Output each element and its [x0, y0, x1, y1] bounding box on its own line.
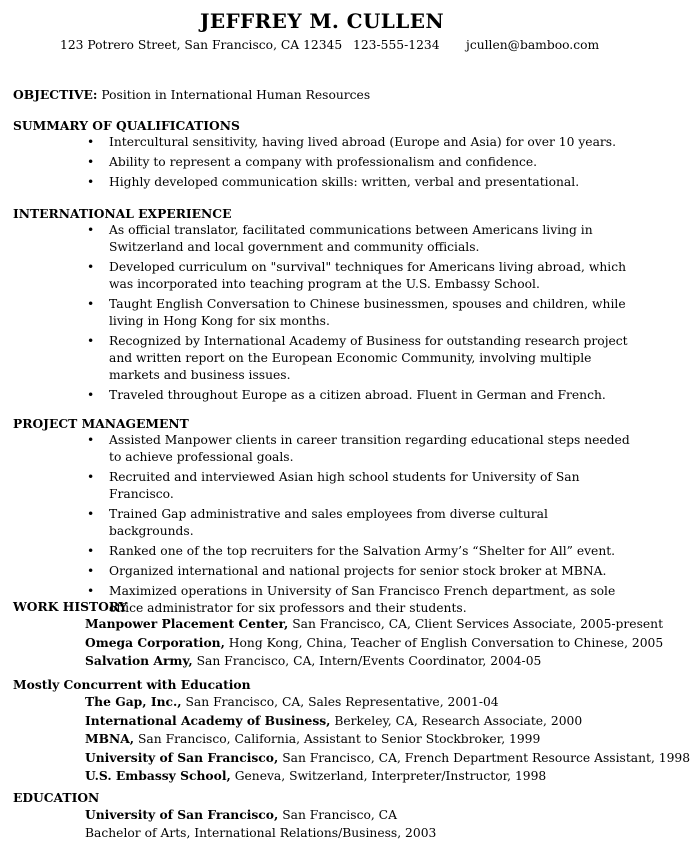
education-heading: EDUCATION [13, 790, 100, 805]
work-entries [13, 615, 664, 671]
list-item: • As official translator, facilitated communications between Americans living in Switzerland and local government and community officials. [13, 222, 636, 256]
employer-name: International Academy of Business, [85, 712, 331, 728]
employer-detail: San Francisco, CA, Sales Representative, 2001-04 [181, 695, 499, 709]
list-item: • Trained Gap administrative and sales employees from diverse cultural backgrounds. [13, 506, 636, 540]
list-item: • Intercultural sensitivity, having lived abroad (Europe and Asia) for over 10 years. [13, 134, 636, 151]
work-entry [85, 652, 636, 671]
list-item: • Organized international and national projects for senior stock broker at MBNA. [13, 563, 636, 580]
work-heading: WORK HISTORY [13, 599, 128, 614]
summary-heading: SUMMARY OF QUALIFICATIONS [13, 118, 240, 133]
work-entry [85, 749, 690, 768]
summary-section [13, 117, 636, 194]
work-entry [85, 767, 636, 786]
summary-list [13, 134, 636, 191]
list-item: • Taught English Conversation to Chinese businessmen, spouses and children, while living in Hong Kong for six months. [13, 296, 636, 330]
employer-detail: San Francisco, CA, Client Services Associate, 2005-present [288, 617, 664, 631]
project-section [13, 415, 636, 620]
employer-detail: San Francisco, CA, French Department Resource Assistant, 1998 [278, 750, 690, 765]
employer-name: Manpower Placement Center, [85, 616, 289, 631]
school-name: University of San Francisco, [85, 807, 279, 822]
concurrent-entries [13, 693, 690, 786]
education-section [13, 789, 636, 842]
education-degree: Bachelor of Arts, International Relations/Business, 2003 [85, 825, 437, 840]
contact-email: jcullen@bamboo.com [466, 38, 600, 52]
objective-line [13, 86, 370, 104]
project-list [13, 432, 636, 617]
list-item: • Ranked one of the top recruiters for the Salvation Army’s “Shelter for All” event. [13, 543, 636, 560]
employer-name: The Gap, Inc., [85, 694, 182, 709]
list-item: • Ability to represent a company with professionalism and confidence. [13, 154, 636, 171]
work-section [13, 598, 664, 671]
work-entry [85, 693, 636, 712]
concurrent-heading: Mostly Concurrent with Education [13, 677, 251, 692]
school-location: San Francisco, CA [278, 808, 397, 822]
list-item: • Recognized by International Academy of Business for outstanding research project and written report on the European Economic Community, involving multiple markets and business issues. [13, 333, 636, 384]
employer-name: Omega Corporation, [85, 634, 225, 650]
contact-address: 123 Potrero Street, San Francisco, CA 12345 [60, 38, 343, 52]
work-entry [85, 615, 664, 634]
international-list [13, 222, 636, 404]
work-entry [85, 730, 636, 749]
objective-label: OBJECTIVE: [13, 87, 98, 102]
work-entry [85, 712, 636, 731]
employer-detail: Berkeley, CA, Research Associate, 2000 [330, 713, 583, 728]
list-item: • Traveled throughout Europe as a citizen abroad. Fluent in German and French. [13, 387, 636, 404]
employer-detail: Hong Kong, China, Teacher of English Conversation to Chinese, 2005 [224, 635, 664, 650]
employer-name: University of San Francisco, [85, 749, 279, 765]
contact-phone: 123-555-1234 [353, 38, 440, 52]
employer-detail: San Francisco, CA, Intern/Events Coordinator, 2004-05 [192, 654, 542, 668]
list-item: • Developed curriculum on "survival" techniques for Americans living abroad, which was incorporated into teaching program at the U.S. Embassy School. [13, 259, 636, 293]
list-item: • Assisted Manpower clients in career transition regarding educational steps needed to achieve professional goals. [13, 432, 636, 466]
education-school-line [85, 806, 636, 825]
employer-detail: Geneva, Switzerland, Interpreter/Instructor, 1998 [230, 769, 547, 783]
project-heading: PROJECT MANAGEMENT [13, 416, 189, 431]
list-item: • Recruited and interviewed Asian high school students for University of San Francisco. [13, 469, 636, 503]
education-entries [13, 806, 636, 842]
candidate-name: JEFFREY M. CULLEN [199, 9, 445, 33]
employer-detail: San Francisco, California, Assistant to Senior Stockbroker, 1999 [134, 732, 541, 746]
international-section [13, 205, 636, 407]
concurrent-section [13, 676, 690, 786]
work-entry [85, 634, 664, 653]
list-item: • Maximized operations in University of San Francisco French department, as sole office administrator for six professors and their students. [13, 583, 636, 617]
employer-name: Salvation Army, [85, 653, 193, 668]
list-item: • Highly developed communication skills: written, verbal and presentational. [13, 174, 636, 191]
employer-name: MBNA, [85, 731, 135, 746]
international-heading: INTERNATIONAL EXPERIENCE [13, 206, 232, 221]
employer-name: U.S. Embassy School, [85, 768, 231, 783]
objective-text: Position in International Human Resources [101, 88, 371, 102]
